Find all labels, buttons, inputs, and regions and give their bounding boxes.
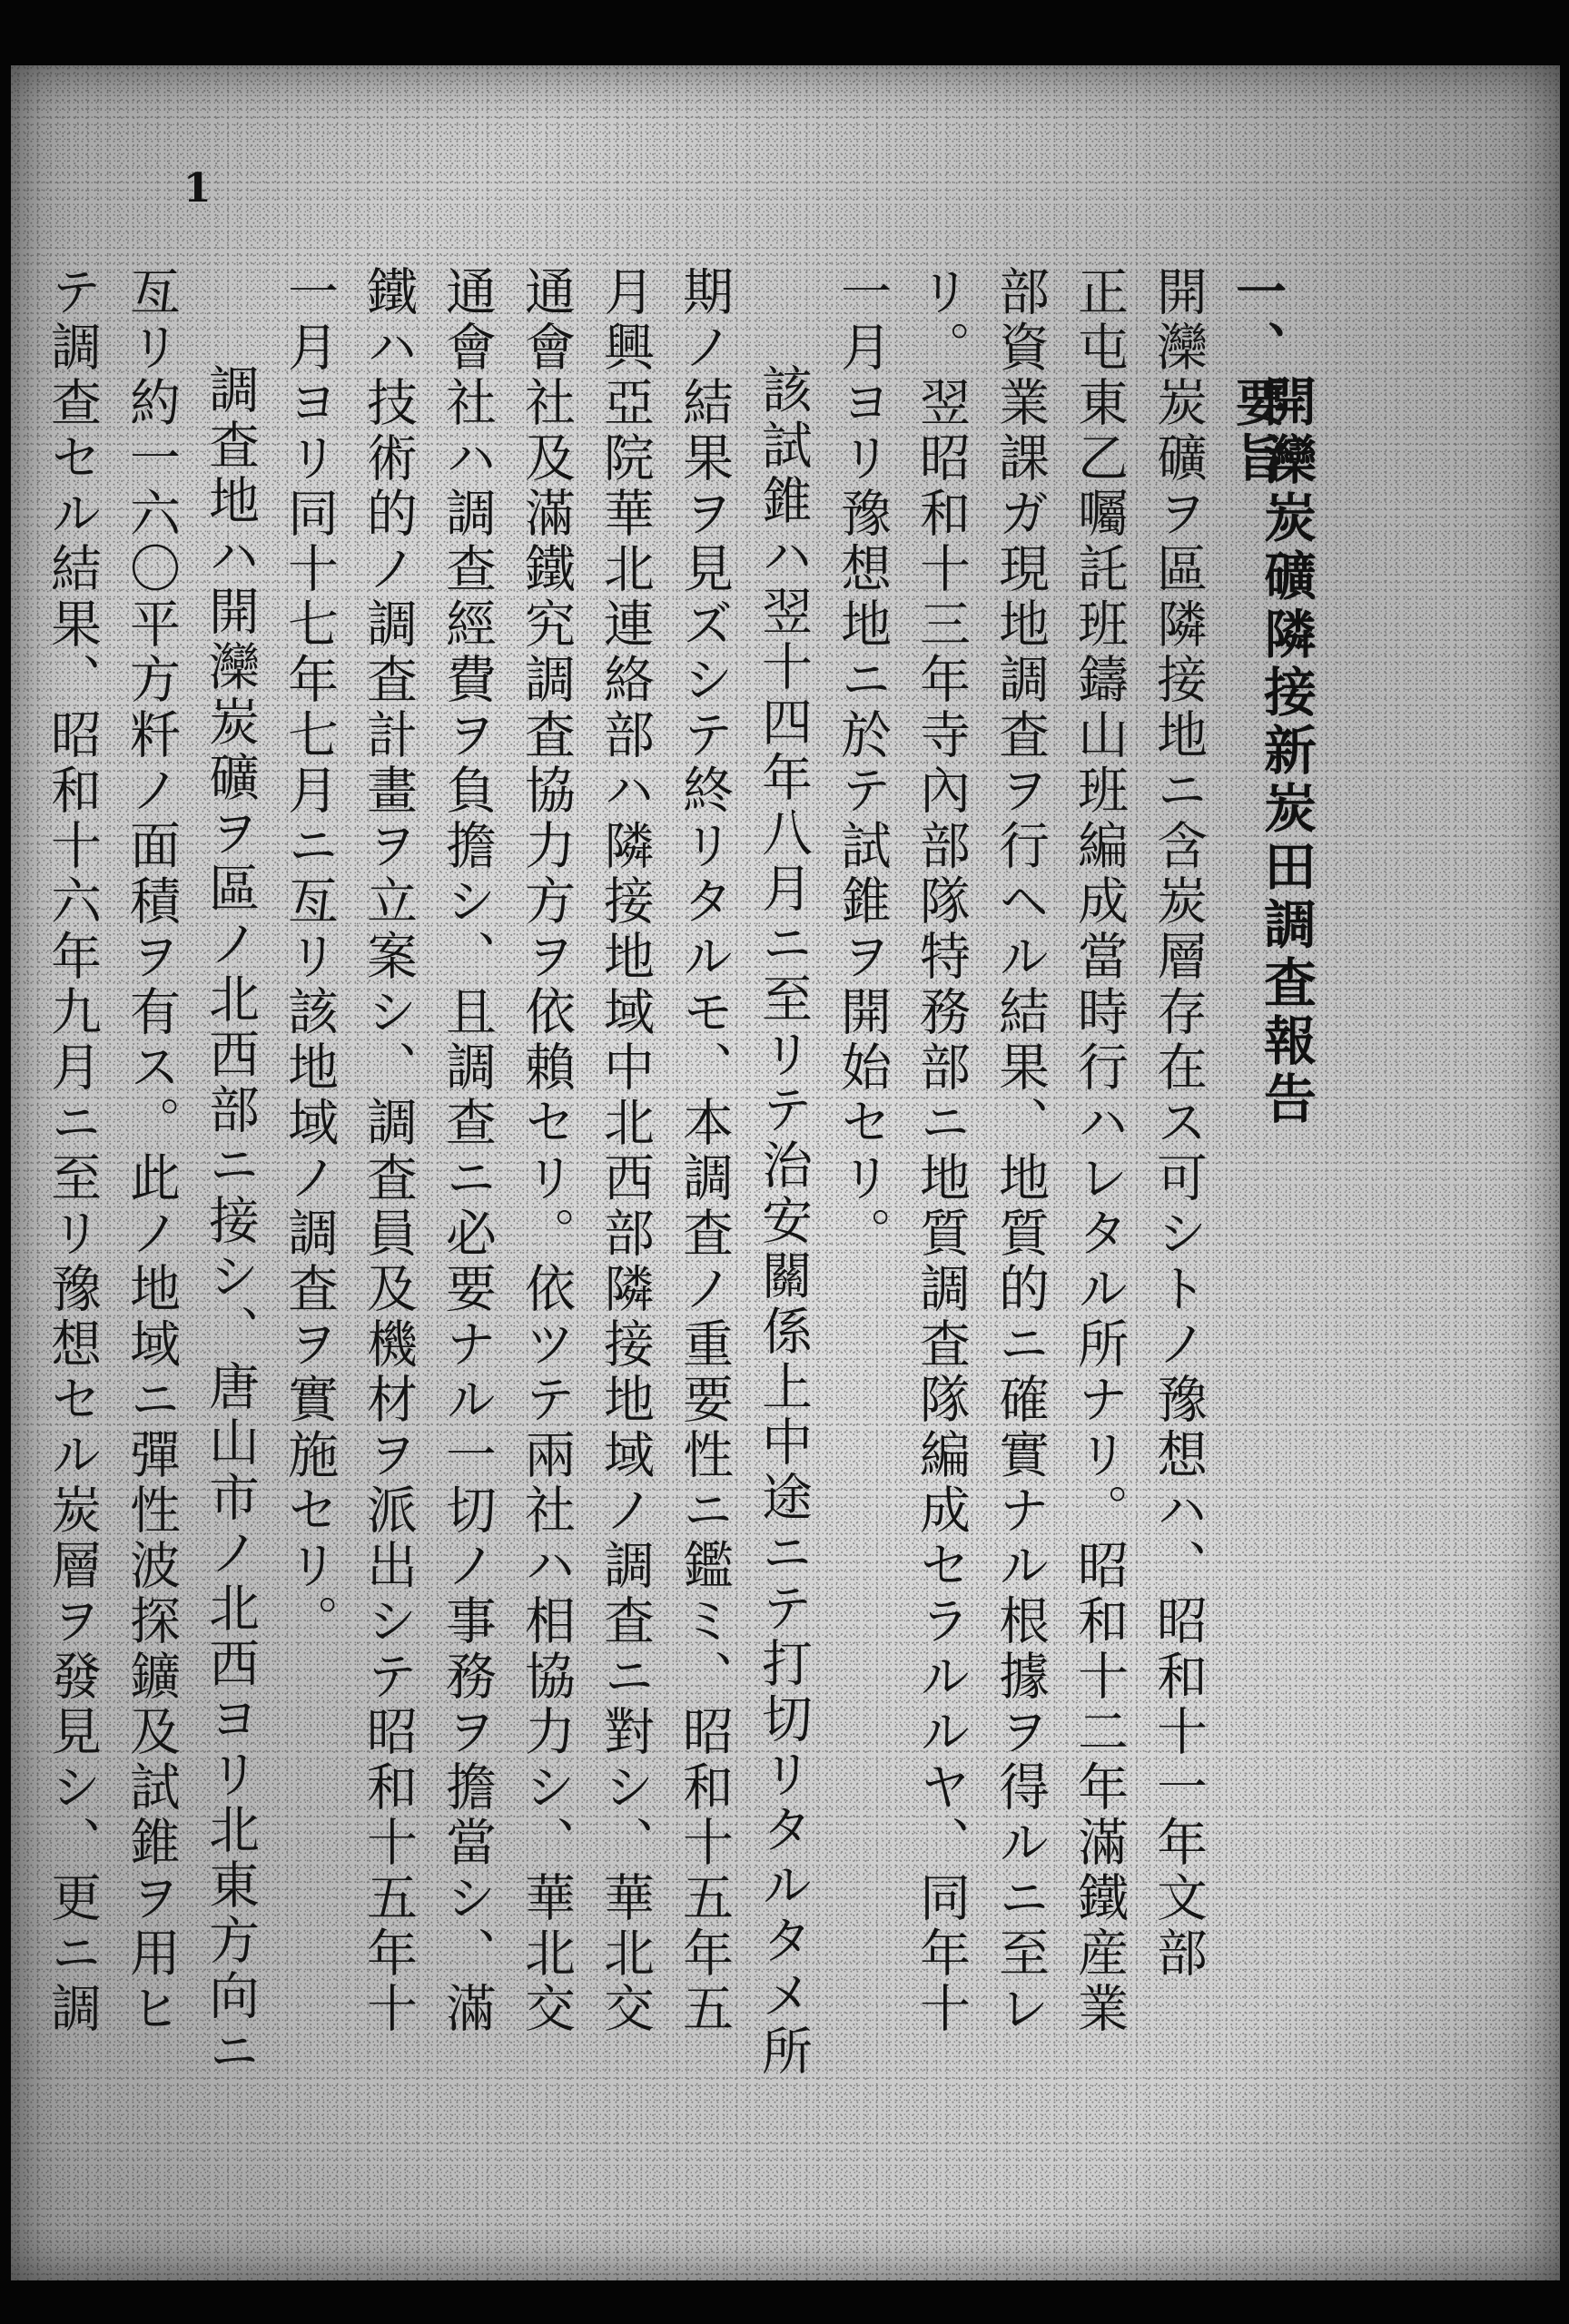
- text-column-3: 部資業課ガ現地調査ヲ行ヘル結果、地質的ニ確實ナル根據ヲ得ルニ至レ: [991, 265, 1050, 2037]
- text-column-14: 亙リ約一六〇平方粁ノ面積ヲ有ス。此ノ地域ニ彈性波探鑛及試錐ヲ用ヒ: [122, 265, 181, 2037]
- text-column-7: 期ノ結果ヲ見ズシテ終リタルモ、本調査ノ重要性ニ鑑ミ、昭和十五年五: [675, 265, 734, 2037]
- text-column-13: 調査地ハ開灤炭礦ヲ區ノ北西部ニ接シ、唐山市ノ北西ヨリ北東方向ニ: [201, 363, 260, 2080]
- text-column-2: 正屯東乙囑託班鑄山班編成當時行ハレタル所ナリ。昭和十二年滿鐵産業: [1070, 265, 1129, 2037]
- text-column-10: 通會社ハ調查經費ヲ負擔シ、且調查ニ必要ナル一切ノ事務ヲ擔當シ、滿: [438, 265, 497, 2037]
- page-number: 1: [183, 165, 212, 212]
- text-column-6: 該試錐ハ翌十四年八月ニ至リテ治安關係上中途ニテ打切リタルタメ所: [754, 363, 813, 2080]
- text-column-5: 一月ヨリ豫想地ニ於テ試錐ヲ開始セリ。: [833, 265, 892, 1262]
- text-column-12: 一月ヨリ同十七年七月ニ亙リ該地域ノ調査ヲ實施セリ。: [280, 265, 339, 1649]
- document-page: [11, 65, 1560, 2280]
- text-column-11: 鐵ハ技術的ノ調査計畫ヲ立案シ、調査員及機材ヲ派出シテ昭和十五年十: [359, 265, 418, 2037]
- text-column-9: 通會社及滿鐵究調査協力方ヲ依賴セリ。依ツテ兩社ハ相協力シ、華北交: [517, 265, 576, 2037]
- body-text: [33, 265, 1297, 2153]
- document-title: 開灤炭礦隣接新炭田調査報告: [1255, 374, 1317, 1129]
- text-column-1: 開灤炭礦ヲ區隣接地ニ含炭層存在ス可シトノ豫想ハ、昭和十一年文部: [1149, 265, 1208, 1982]
- text-column-15: テ調查セル結果、昭和十六年九月ニ至リ豫想セル炭層ヲ發見シ、更ニ調: [43, 265, 102, 2037]
- text-column-4: リ。翌昭和十三年寺內部隊特務部ニ地質調査隊編成セラルルヤ、同年十: [912, 265, 971, 2037]
- text-column-8: 月興亞院華北連絡部ハ隣接地域中北西部隣接地域ノ調査ニ對シ、華北交: [596, 265, 655, 2037]
- section-heading: 一、要旨: [1228, 265, 1288, 487]
